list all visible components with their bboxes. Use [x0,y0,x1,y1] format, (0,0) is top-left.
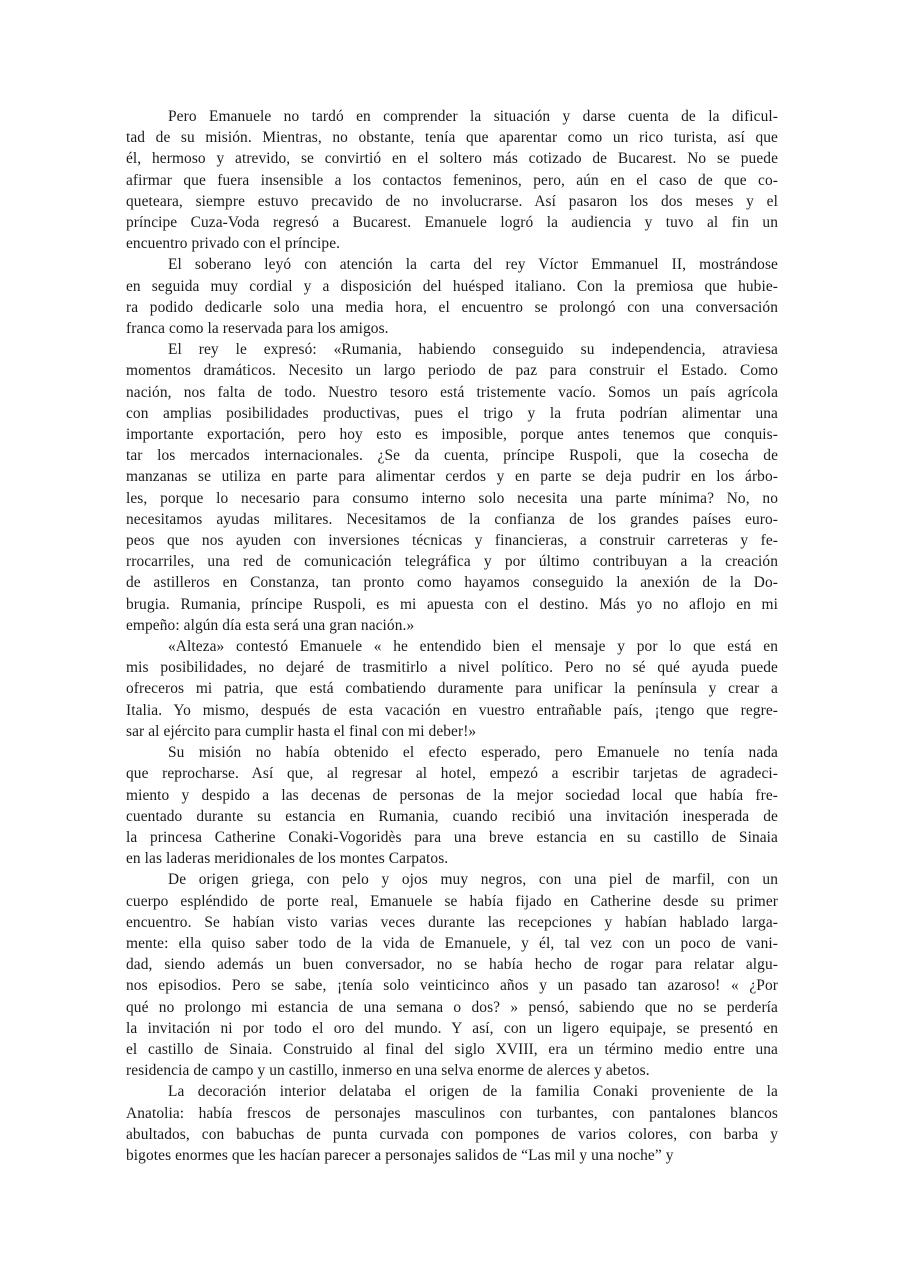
text-line: La decoración interior delataba el origen de la familia Conaki proveniente de la [168,1083,778,1101]
text-line: necesitamos ayudas militares. Necesitamos de la confianza de los grandes países euro- [126,510,778,528]
text-line: Anatolia: había frescos de personajes masculinos con turbantes, con pantalones blancos [126,1104,778,1122]
text-line: que reprocharse. Así que, al regresar al hotel, empezó a escribir tarjetas de agradeci- [126,765,778,783]
text-line: El rey le expresó: «Rumania, habiendo conseguido su independencia, atraviesa [168,341,778,359]
text-line: mente: ella quiso saber todo de la vida de Emanuele, y él, tal vez con un poco de vani- [126,934,778,952]
text-line: Pero Emanuele no tardó en comprender la situación y darse cuenta de la dificul- [168,108,778,125]
text-line: manzanas se utiliza en parte para alimentar cerdos y en parte se deja pudrir en los árbo- [126,468,778,486]
paragraph [126,106,778,254]
text-line: ofreceros mi patria, que está combatiendo duramente para unificar la península y crear a [126,680,778,698]
text-line: la princesa Catherine Conaki-Vogoridès para una breve estancia en su castillo de Sinaia [126,828,778,846]
text-line: afirmar que fuera insensible a los contactos femeninos, pero, aún en el caso de que co- [126,171,778,189]
text-line: en seguida muy cordial y a disposición del huésped italiano. Con la premiosa que hubie- [126,277,778,295]
text-line: «Alteza» contestó Emanuele « he entendido bien el mensaje y por lo que está en [168,638,778,656]
paragraph [126,636,778,742]
text-line: abultados, con babuchas de punta curvada con pompones de varios colores, con barba y [126,1125,778,1143]
text-line: mis posibilidades, no dejaré de trasmitirlo a nivel político. Pero no sé qué ayuda puede [126,659,778,677]
text-line: qué no prolongo mi estancia de una semana o dos? » pensó, sabiendo que no se perdería [126,998,778,1016]
text-line: miento y despido a las decenas de personas de la mejor sociedad local que había fre- [126,786,778,804]
text-line: sar al ejército para cumplir hasta el final con mi deber!» [126,722,477,740]
text-line: les, porque lo necesario para consumo interno solo necesita una parte mínima? No, no [126,489,778,507]
text-line: encuentro. Se habían visto varias veces durante las recepciones y habían hablado larga- [126,913,778,931]
text-line: peos que nos ayuden con inversiones técnicas y financieras, a construir carreteras y fe- [126,532,778,550]
text-line: franca como la reservada para los amigos. [126,320,389,338]
text-line: rrocarriles, una red de comunicación telegráfica y por último contribuyan a la creación [126,553,778,571]
text-line: residencia de campo y un castillo, inmerso en una selva enorme de alerces y abetos. [126,1062,650,1080]
text-block [126,106,778,1166]
paragraph [126,339,778,636]
text-line: él, hermoso y atrevido, se convirtió en el soltero más cotizado de Bucarest. No se puede [126,150,778,168]
text-line: de astilleros en Constanza, tan pronto como hayamos conseguido la anexión de la Do- [126,574,778,592]
text-line: brugia. Rumania, príncipe Ruspoli, es mi apuesta con el destino. Más yo no aflojo en mi [126,595,778,613]
text-line: momentos dramáticos. Necesito un largo periodo de paz para construir el Estado. Como [126,362,778,380]
text-line: empeño: algún día esta será una gran nación.» [126,616,415,634]
text-line: El soberano leyó con atención la carta del rey Víctor Emmanuel II, mostrándose [168,256,778,274]
text-line: con amplias posibilidades productivas, pues el trigo y la fruta podrían alimentar una [126,404,778,422]
text-line: el castillo de Sinaia. Construido al final del siglo XVIII, era un término medio entre una [126,1040,778,1058]
text-line: encuentro privado con el príncipe. [126,235,341,253]
text-line: tar los mercados internacionales. ¿Se da cuenta, príncipe Ruspoli, que la cosecha de [126,447,778,465]
text-line: Italia. Yo mismo, después de esta vacación en vuestro entrañable país, ¡tengo que regre- [126,701,778,719]
paragraph [126,1081,778,1166]
text-line: importante exportación, pero hoy esto es imposible, porque antes tenemos que conquis- [126,426,778,444]
text-line: príncipe Cuza-Voda regresó a Bucarest. Emanuele logró la audiencia y tuvo al fin un [126,214,778,232]
paragraph [126,869,778,1081]
text-line: bigotes enormes que les hacían parecer a personajes salidos de “Las mil y una noche” y [126,1146,674,1164]
text-line: la invitación ni por todo el oro del mundo. Y así, con un ligero equipaje, se presentó en [126,1019,778,1037]
text-line: dad, siendo además un buen conversador, no se había hecho de rogar para relatar algu- [126,956,778,974]
text-line: nación, nos falta de todo. Nuestro tesoro está tristemente vacío. Somos un país agrícola [126,383,778,401]
text-line: cuerpo espléndido de porte real, Emanuele se había fijado en Catherine desde su primer [126,892,778,910]
text-line: tad de su misión. Mientras, no obstante, tenía que aparentar como un rico turista, así que [126,129,778,147]
text-line: Su misión no había obtenido el efecto esperado, pero Emanuele no tenía nada [168,744,778,762]
text-line: nos episodios. Pero se sabe, ¡tenía solo veinticinco años y un pasado tan azaroso! « ¿Por [126,977,778,995]
text-line: queteara, siempre estuvo precavido de no involucrarse. Así pasaron los dos meses y el [126,192,778,210]
text-line: De origen griega, con pelo y ojos muy negros, con una piel de marfil, con un [168,871,778,889]
paragraph [126,254,778,339]
text-line: ra podido dedicarle solo una media hora, el encuentro se prolongó con una conversación [126,298,778,316]
paragraph [126,742,778,869]
text-line: en las laderas meridionales de los montes Carpatos. [126,850,449,868]
text-line: cuentado durante su estancia en Rumania, cuando recibió una invitación inesperada de [126,807,778,825]
